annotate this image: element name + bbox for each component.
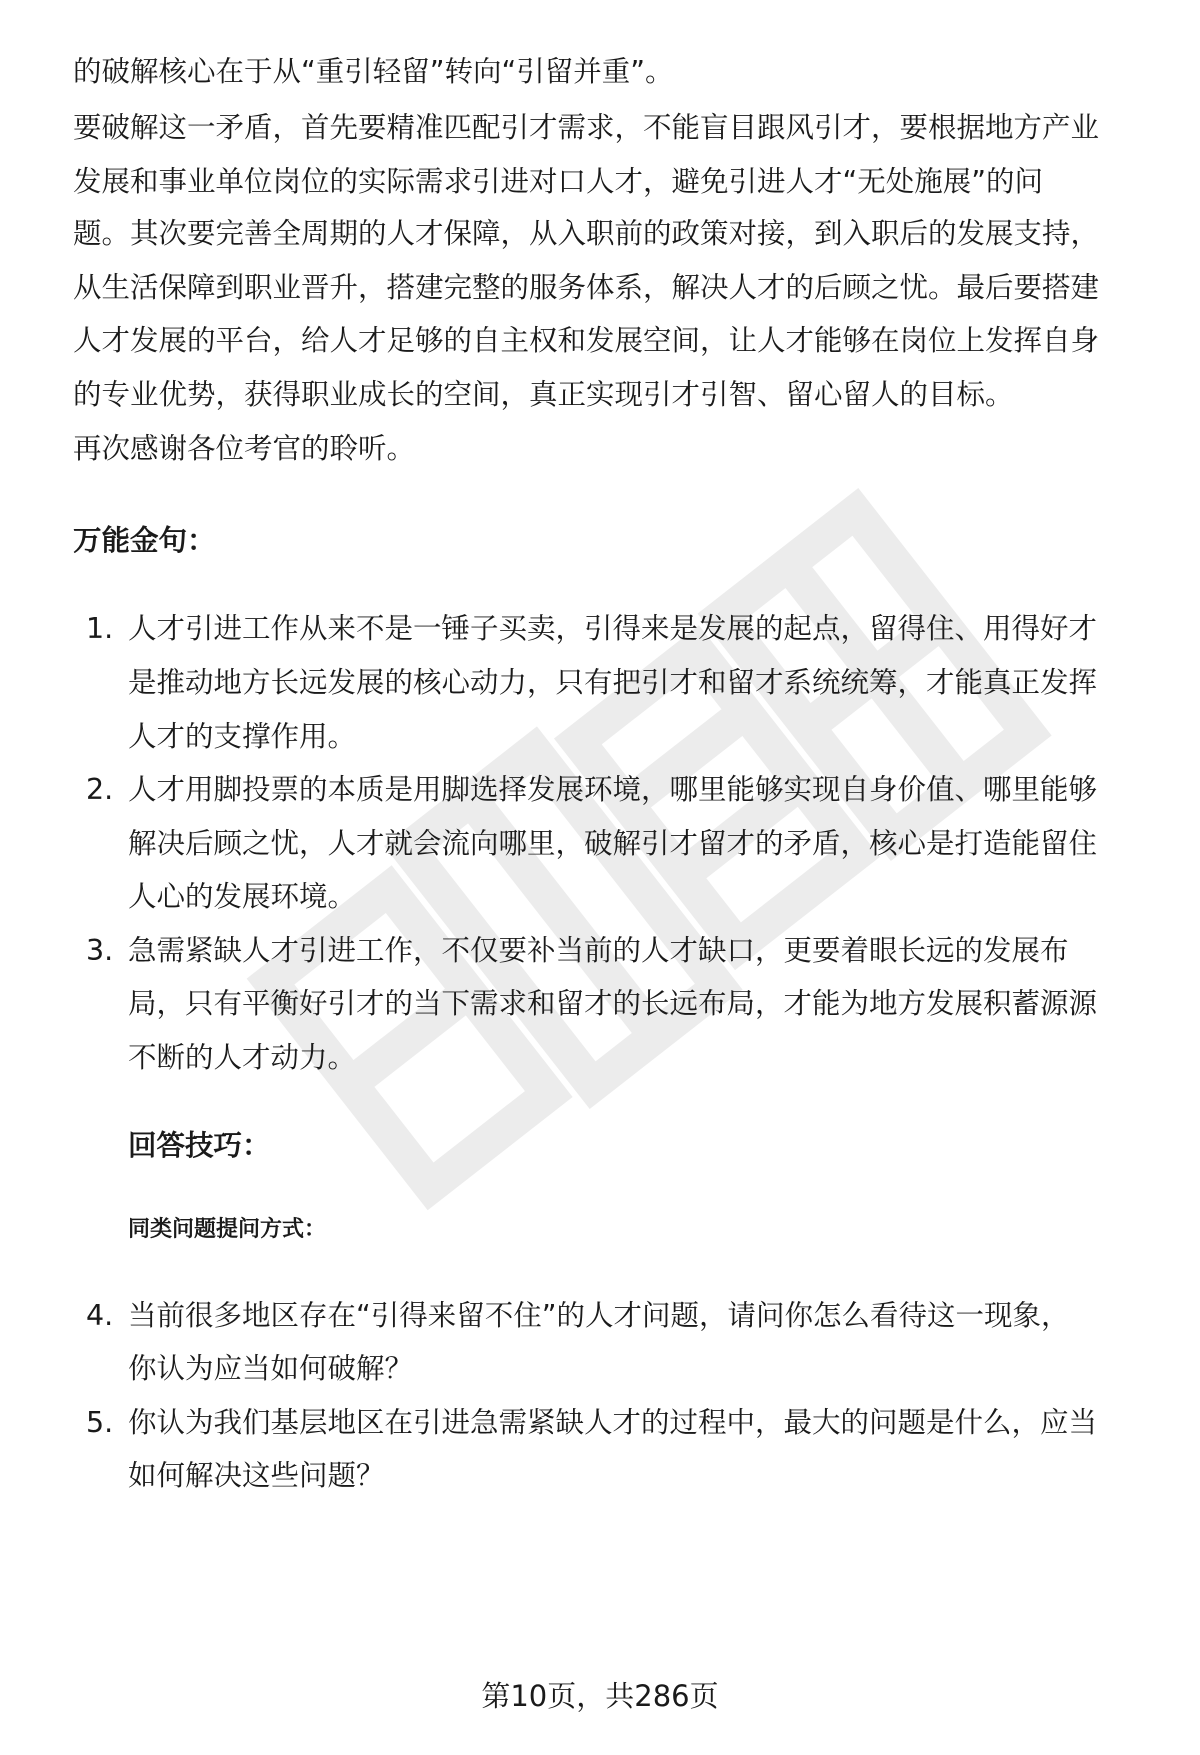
intro-line-1: 的破解核心在于从“重引轻留”转向“引留并重”。 (73, 55, 674, 88)
golden-item-3-line-2: 局，只有平衡好引才的当下需求和留才的长远布局，才能为地方发展积蓄源源 (128, 987, 1098, 1020)
golden-item-2-line-1: 人才用脚投票的本质是用脚选择发展环境，哪里能够实现自身价值、哪里能够 (128, 773, 1098, 806)
golden-item-1-number: 1. (86, 612, 114, 645)
golden-item-3-line-1: 急需紧缺人才引进工作，不仅要补当前的人才缺口，更要着眼长远的发展布 (128, 934, 1069, 967)
intro-line-6: 人才发展的平台，给人才足够的自主权和发展空间，让人才能够在岗位上发挥自身 (73, 324, 1100, 357)
question-item-5-line-2: 如何解决这些问题？ (128, 1459, 385, 1492)
page-footer: 第10页，共286页 (481, 1679, 719, 1713)
intro-line-7: 的专业优势，获得职业成长的空间，真正实现引才引智、留心留人的目标。 (73, 378, 1014, 411)
question-item-5-number: 5. (86, 1406, 114, 1439)
intro-line-5: 从生活保障到职业晋升，搭建完整的服务体系，解决人才的后顾之忧。最后要搭建 (73, 271, 1100, 304)
intro-line-8: 再次感谢各位考官的聆听。 (73, 432, 416, 465)
question-item-5-line-1: 你认为我们基层地区在引进急需紧缺人才的过程中，最大的问题是什么，应当 (128, 1406, 1098, 1439)
similar-questions-heading: 同类问题提问方式： (128, 1217, 327, 1242)
golden-item-2-line-3: 人心的发展环境。 (128, 880, 357, 913)
golden-item-3-line-3: 不断的人才动力。 (128, 1041, 357, 1074)
golden-item-1-line-1: 人才引进工作从来不是一锤子买卖，引得来是发展的起点，留得住、用得好才 (128, 612, 1098, 645)
golden-item-2-line-2: 解决后顾之忧，人才就会流向哪里，破解引才留才的矛盾，核心是打造能留住 (128, 827, 1098, 860)
golden-item-1-line-3: 人才的支撑作用。 (128, 720, 357, 753)
golden-item-2-number: 2. (86, 773, 114, 806)
question-item-4-line-1: 当前很多地区存在“引得来留不住”的人才问题，请问你怎么看待这一现象， (128, 1299, 1070, 1332)
intro-line-4: 题。其次要完善全周期的人才保障，从入职前的政策对接，到入职后的发展支持， (73, 217, 1100, 250)
golden-heading: 万能金句： (73, 524, 216, 557)
intro-line-2: 要破解这一矛盾，首先要精准匹配引才需求，不能盲目跟风引才，要根据地方产业 (73, 111, 1100, 144)
golden-item-1-line-2: 是推动地方长远发展的核心动力，只有把引才和留才系统统筹，才能真正发挥 (128, 666, 1098, 699)
question-item-4-line-2: 你认为应当如何破解？ (128, 1352, 414, 1385)
golden-item-3-number: 3. (86, 934, 114, 967)
question-item-4-number: 4. (86, 1299, 114, 1332)
intro-line-3: 发展和事业单位岗位的实际需求引进对口人才，避免引进人才“无处施展”的问 (73, 165, 1044, 198)
tips-heading: 回答技巧： (128, 1129, 271, 1162)
